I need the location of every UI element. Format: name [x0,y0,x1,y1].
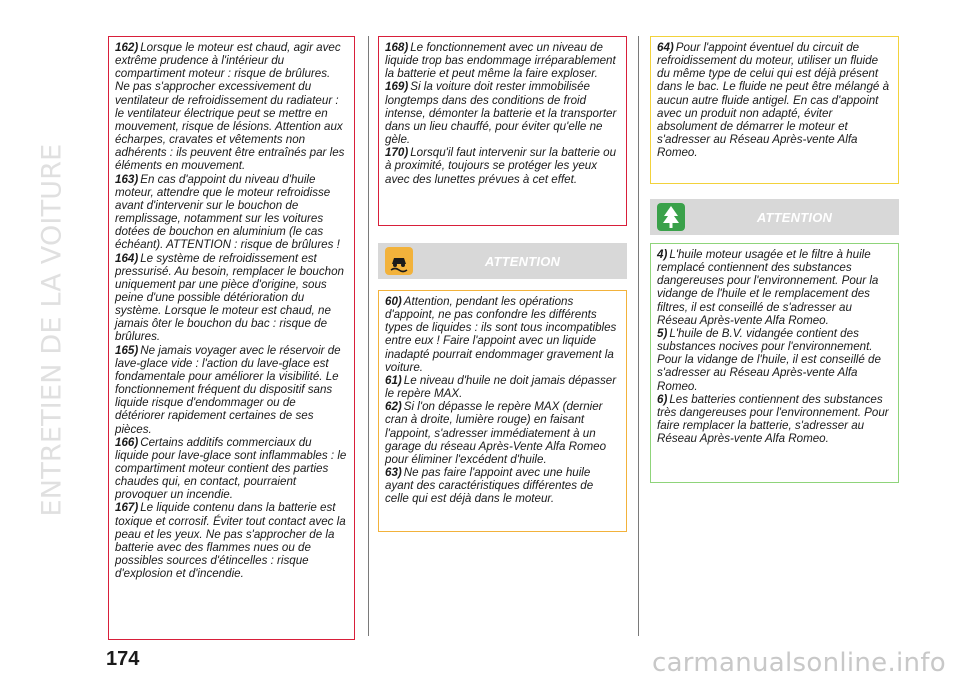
note-text: Lorsque le moteur est chaud, agir avec extrême prudence à l'intérieur du compartiment moteur : risque de brûlures. Ne pas s'approcher excessivement du ventilateur de refroidissement du radiateur : le ventilateur électrique peut se mettre en mouvement, risque de lésions. Attention aux écharpes, cravates et vêtements non adhérents : ils peuvent être entraînés par les éléments en mouvement. [115,41,345,173]
note-text: Ne pas faire l'appoint avec une huile ayant des caractéristiques différentes de celle qui est déjà dans le moteur. [385,466,594,506]
note-paragraph [385,466,620,505]
note-paragraph [385,400,620,466]
note-paragraph [115,252,348,344]
environment-box-column-3 [650,243,899,483]
note-text: Lorsqu'il faut intervenir sur la batterie ou à proximité, toujours se protéger les yeux avec des lunettes prévues à cet effet. [385,146,617,186]
notes-list-2 [385,41,620,186]
notes-list-5 [657,248,892,445]
note-paragraph [115,344,348,436]
note-paragraph [385,146,620,185]
note-text: Si la voiture doit rester immobilisée longtemps dans des conditions de froid intense, démonter la batterie et la transporter dans un lieu chauffé, pour éviter qu'elle ne gèle. [385,80,617,147]
note-number: 162) [115,41,139,54]
note-text: En cas d'appoint du niveau d'huile moteur, attendre que le moteur refroidisse avant d'intervenir sur le bouchon de remplissage, notamment sur les voitures dotées de bouchon en aluminium (le cas échéant). ATTENTION : risque de brûlures ! [115,172,340,252]
note-text: Le liquide contenu dans la batterie est toxique et corrosif. Éviter tout contact avec la peau et les yeux. Ne pas s'approcher de la batterie avec des flammes nues ou de possibles sources d'étincelles : risque d'explosion et d'incendie. [115,501,346,581]
note-text: Les batteries contiennent des substances très dangereuses pour l'environnement. Pour faire remplacer la batterie, s'adresser au Réseau Après-vente Alfa Romeo. [657,392,889,446]
note-number: 170) [385,146,409,160]
attention-bar-column-2 [378,243,627,279]
note-paragraph [115,501,348,580]
note-number: 5) [657,326,668,340]
note-number: 4) [657,248,668,261]
note-text: Attention, pendant les opérations d'appoint, ne pas confondre les différents types de liquides : ils sont tous incompatibles entre eux ! Faire l'appoint avec un liquide inadapté pourrait endommager gravement la voiture. [385,295,617,374]
attention-bar-column-3 [650,199,899,235]
note-number: 60) [385,295,402,308]
note-number: 166) [115,435,139,449]
note-paragraph [385,295,620,374]
warning-box-column-1 [108,36,355,640]
note-text: Pour l'appoint éventuel du circuit de refroidissement du moteur, utiliser un fluide du même type de celui qui est déjà présent dans le bac. Le fluide ne peut être mélangé à aucun autre fluide antigel. En cas d'appoint avec un produit non adapté, éviter absolument de démarrer le moteur et s'adresser au Réseau Après-vente Alfa Romeo. [657,41,890,160]
note-text: Certains additifs commerciaux du liquide pour lave-glace sont inflammables : le compartiment moteur contient des parties chaudes qui, en contact, pourraient provoquer un incendie. [115,435,347,502]
note-paragraph [385,80,620,146]
note-text: L'huile de B.V. vidangée contient des substances nocives pour l'environnement. Pour la vidange de l'huile, il est conseillé de s'adresser au Réseau Après-vente Alfa Romeo. [657,326,881,393]
note-number: 164) [115,251,139,265]
note-text: Si l'on dépasse le repère MAX (dernier cran à droite, lumière rouge) en faisant l'appoint, s'adresser immédiatement à un garage du réseau Après-Vente Alfa Romeo pour éliminer l'excédent d'huile. [385,400,607,466]
note-text: Le fonctionnement avec un niveau de liquide trop bas endommage irréparablement la batterie et peut même la faire exploser. [385,41,616,81]
note-paragraph [657,327,892,393]
note-paragraph [115,436,348,502]
attention-label-2: ATTENTION [756,209,833,225]
note-number: 61) [385,373,402,387]
note-number: 62) [385,400,402,414]
warning-box-column-3 [650,36,899,184]
note-paragraph [657,248,892,327]
note-text: Ne jamais voyager avec le réservoir de lave-glace vide : l'action du lave-glace est fondamentale pour améliorer la visibilité. Le fonctionnement fréquent du dispositif sans liquide risque d'endommager ou de détériorer rapidement certaines de ses pièces. [115,343,341,436]
note-paragraph [115,41,348,173]
note-paragraph [385,41,620,80]
notes-list-1 [115,41,348,580]
section-title: ENTRETIEN DE LA VOITURE [36,143,68,517]
note-number: 167) [115,501,139,515]
note-number: 6) [657,392,668,406]
note-paragraph [657,41,892,159]
column-divider-1 [368,36,369,636]
note-number: 64) [657,41,674,54]
note-number: 165) [115,343,139,357]
note-number: 169) [385,80,409,94]
attention-label: ATTENTION [484,253,561,269]
note-text: Le niveau d'huile ne doit jamais dépasser le repère MAX. [385,373,617,401]
note-paragraph [385,374,620,400]
note-text: L'huile moteur usagée et le filtre à huile remplacé contiennent des substances dangereuses pour l'environnement. Pour la vidange de l'huile et le remplacement des filtres, il est conseillé de s'adresser au Réseau Après-vente Alfa Romeo. [657,248,879,327]
note-text: Le système de refroidissement est pressurisé. Au besoin, remplacer le bouchon uniquement par une pièce d'origine, sous peine d'une possible détérioration du système. Lorsque le moteur est chaud, ne jamais ôter le bouchon du bac : risque de brûlures. [115,251,344,344]
warning-box-column-2 [378,36,627,226]
note-number: 163) [115,172,139,186]
note-number: 168) [385,41,409,54]
notes-list-3 [385,295,620,506]
note-paragraph [115,173,348,252]
page-number: 174 [106,648,140,670]
watermark: carmanualsonline.info [651,648,946,678]
attention-box-column-2 [378,290,627,532]
note-paragraph [657,393,892,446]
column-divider-2 [638,36,639,636]
notes-list-4 [657,41,892,159]
note-number: 63) [385,466,402,480]
